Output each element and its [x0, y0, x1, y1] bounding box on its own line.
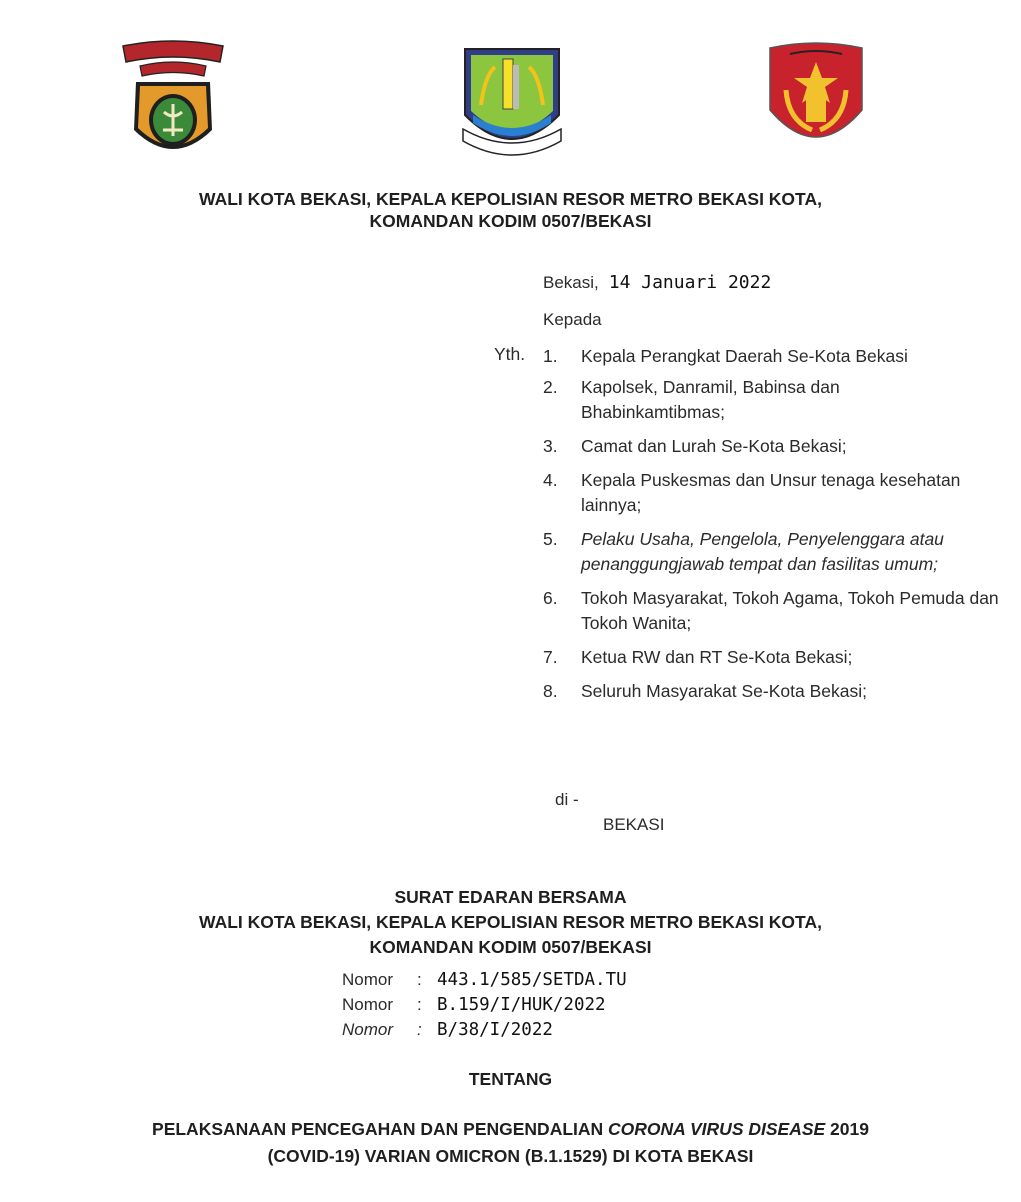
subject-part-c: 2019 — [825, 1119, 869, 1139]
nomor-value: B/38/I/2022 — [437, 1020, 553, 1040]
destination-city: BEKASI — [603, 815, 665, 834]
nomor-colon: : — [417, 970, 422, 989]
nomor-colon: : — [417, 1020, 422, 1039]
recipient-item — [543, 586, 1013, 636]
nomor-value: B.159/I/HUK/2022 — [437, 995, 606, 1015]
nomor-colon: : — [417, 995, 422, 1014]
yth-label: Yth. — [494, 344, 526, 364]
nomor-row — [342, 970, 627, 990]
circular-line-2: KOMANDAN KODIM 0507/BEKASI — [369, 937, 652, 957]
recipient-item — [543, 434, 1013, 459]
letter-date: 14 Januari 2022 — [608, 272, 772, 293]
recipient-number: 5. — [543, 529, 558, 549]
subject-line-1 — [0, 1118, 1021, 1140]
recipient-text: Tokoh Masyarakat, Tokoh Agama, Tokoh Pemuda dan Tokoh Wanita; — [581, 588, 999, 633]
nomor-label: Nomor — [342, 970, 394, 989]
recipient-text: Ketua RW dan RT Se-Kota Bekasi; — [581, 647, 853, 667]
recipient-text: Camat dan Lurah Se-Kota Bekasi; — [581, 436, 847, 456]
recipient-text: Seluruh Masyarakat Se-Kota Bekasi; — [581, 681, 867, 701]
recipient-list — [543, 344, 1013, 704]
nomor-row — [342, 995, 606, 1015]
nomor-row — [342, 1020, 553, 1040]
subject-part-a: PELAKSANAAN PENCEGAHAN DAN PENGENDALIAN — [152, 1119, 609, 1139]
recipient-number: 8. — [543, 681, 558, 701]
recipient-number: 2. — [543, 377, 558, 397]
subject-part-b: CORONA VIRUS DISEASE — [608, 1119, 826, 1139]
header-line-2: KOMANDAN KODIM 0507/BEKASI — [369, 211, 652, 231]
di-label: di - — [555, 790, 579, 809]
nomor-label: Nomor — [342, 1020, 394, 1039]
recipient-item — [543, 679, 1013, 704]
recipient-text: Kepala Perangkat Daerah Se-Kota Bekasi — [581, 346, 908, 366]
recipient-number: 1. — [543, 346, 558, 366]
recipient-item — [543, 375, 1013, 425]
nomor-value: 443.1/585/SETDA.TU — [437, 970, 627, 990]
recipient-number: 7. — [543, 647, 558, 667]
recipient-text: Kepala Puskesmas dan Unsur tenaga kesehatan lainnya; — [581, 470, 961, 515]
nomor-label: Nomor — [342, 995, 394, 1014]
recipient-number: 6. — [543, 588, 558, 608]
recipient-number: 3. — [543, 436, 558, 456]
circular-line-1: WALI KOTA BEKASI, KEPALA KEPOLISIAN RESOR METRO BEKASI KOTA, — [199, 912, 822, 932]
recipient-number: 4. — [543, 470, 558, 490]
polres-logo — [118, 40, 228, 170]
tentang-heading: TENTANG — [468, 1069, 553, 1089]
recipient-item — [543, 645, 1013, 670]
recipient-item — [543, 468, 1013, 518]
recipient-item — [543, 527, 1013, 577]
circular-title: SURAT EDARAN BERSAMA — [394, 887, 627, 907]
kepada-label: Kepada — [543, 310, 602, 329]
kota-bekasi-logo — [459, 45, 565, 163]
header-line-1: WALI KOTA BEKASI, KEPALA KEPOLISIAN RESOR METRO BEKASI KOTA, — [199, 189, 822, 209]
place: Bekasi, — [543, 273, 599, 292]
place-date — [543, 272, 771, 293]
recipient-text: Kapolsek, Danramil, Babinsa dan Bhabinkamtibmas; — [581, 377, 840, 422]
subject-line-2: (COVID-19) VARIAN OMICRON (B.1.1529) DI KOTA BEKASI — [267, 1146, 754, 1166]
kodim-0507-logo — [766, 40, 866, 158]
recipient-item — [543, 344, 1013, 369]
recipient-text: Pelaku Usaha, Pengelola, Penyelenggara atau penanggungjawab tempat dan fasilitas umum; — [581, 529, 944, 574]
